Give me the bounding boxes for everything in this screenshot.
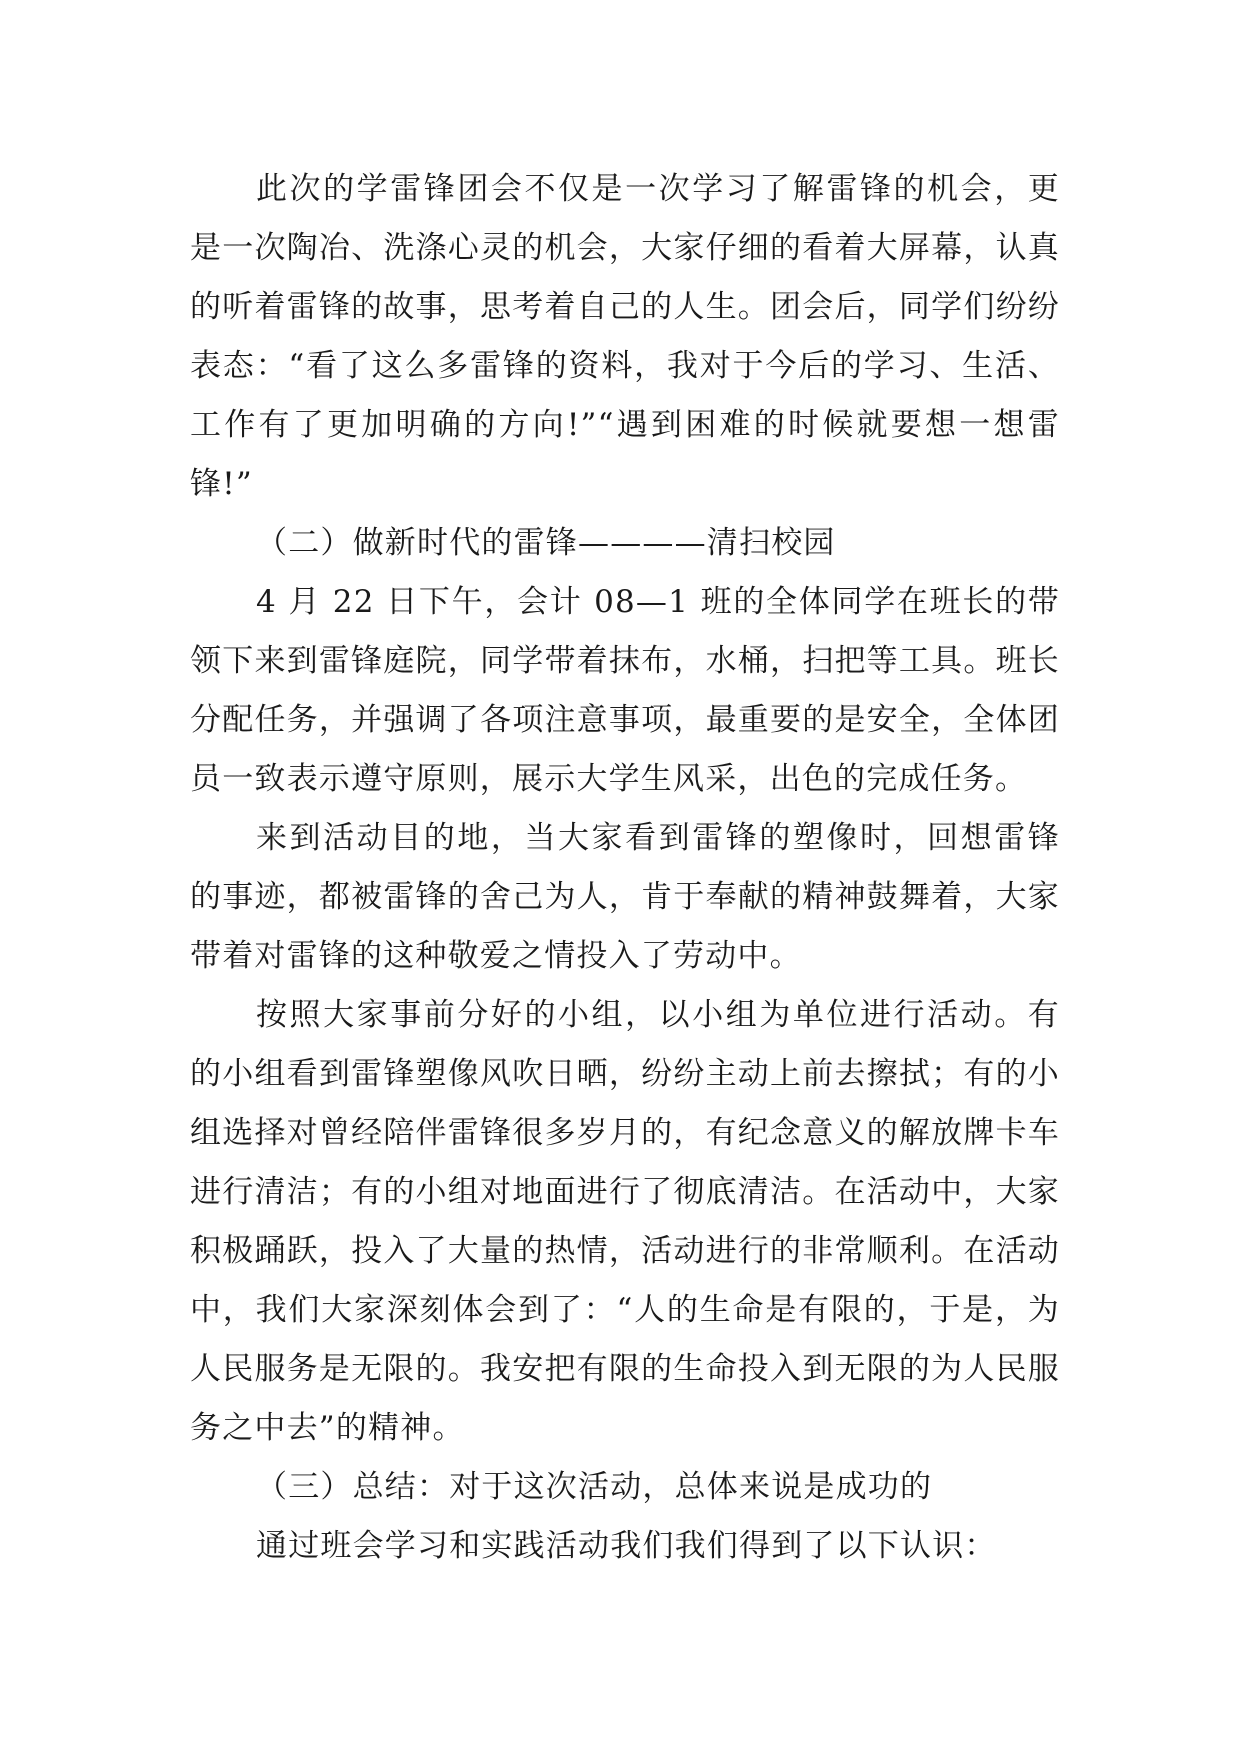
paragraph-groups: 按照大家事前分好的小组，以小组为单位进行活动。有的小组看到雷锋塑像风吹日晒，纷纷主动上前去擦拭；有的小组选择对曾经陪伴雷锋很多岁月的，有纪念意义的解放牌卡车进行清洁；有的小组对地面进行了彻底清洁。在活动中，大家积极踊跃，投入了大量的热情，活动进行的非常顺利。在活动中，我们大家深刻体会到了：“人的生命是有限的，于是，为人民服务是无限的。我安把有限的生命投入到无限的为人民服务之中去”的精神。 — [190, 997, 1060, 1446]
document-body — [190, 160, 1060, 1576]
section-heading-two: （二）做新时代的雷锋————清扫校园 — [256, 525, 836, 561]
paragraph-conclusion-intro: 通过班会学习和实践活动我们我们得到了以下认识： — [256, 1528, 997, 1564]
paragraph-reflection: 此次的学雷锋团会不仅是一次学习了解雷锋的机会，更是一次陶冶、洗涤心灵的机会，大家仔细的看着大屏幕，认真的听着雷锋的故事，思考着自己的人生。团会后，同学们纷纷表态：“看了这么多雷锋的资料，我对于今后的学习、生活、工作有了更加明确的方向!”“遇到困难的时候就要想一想雷锋!” — [190, 171, 1060, 502]
paragraph-arrival: 来到活动目的地，当大家看到雷锋的塑像时，回想雷锋的事迹，都被雷锋的舍己为人，肯于奉献的精神鼓舞着，大家带着对雷锋的这种敬爱之情投入了劳动中。 — [190, 820, 1060, 974]
section-heading-three: （三）总结：对于这次活动，总体来说是成功的 — [256, 1469, 933, 1505]
paragraph-activity-intro: 4 月 22 日下午，会计 08—1 班的全体同学在班长的带领下来到雷锋庭院，同学带着抹布，水桶，扫把等工具。班长分配任务，并强调了各项注意事项，最重要的是安全，全体团员一致表示遵守原则，展示大学生风采，出色的完成任务。 — [190, 584, 1060, 797]
